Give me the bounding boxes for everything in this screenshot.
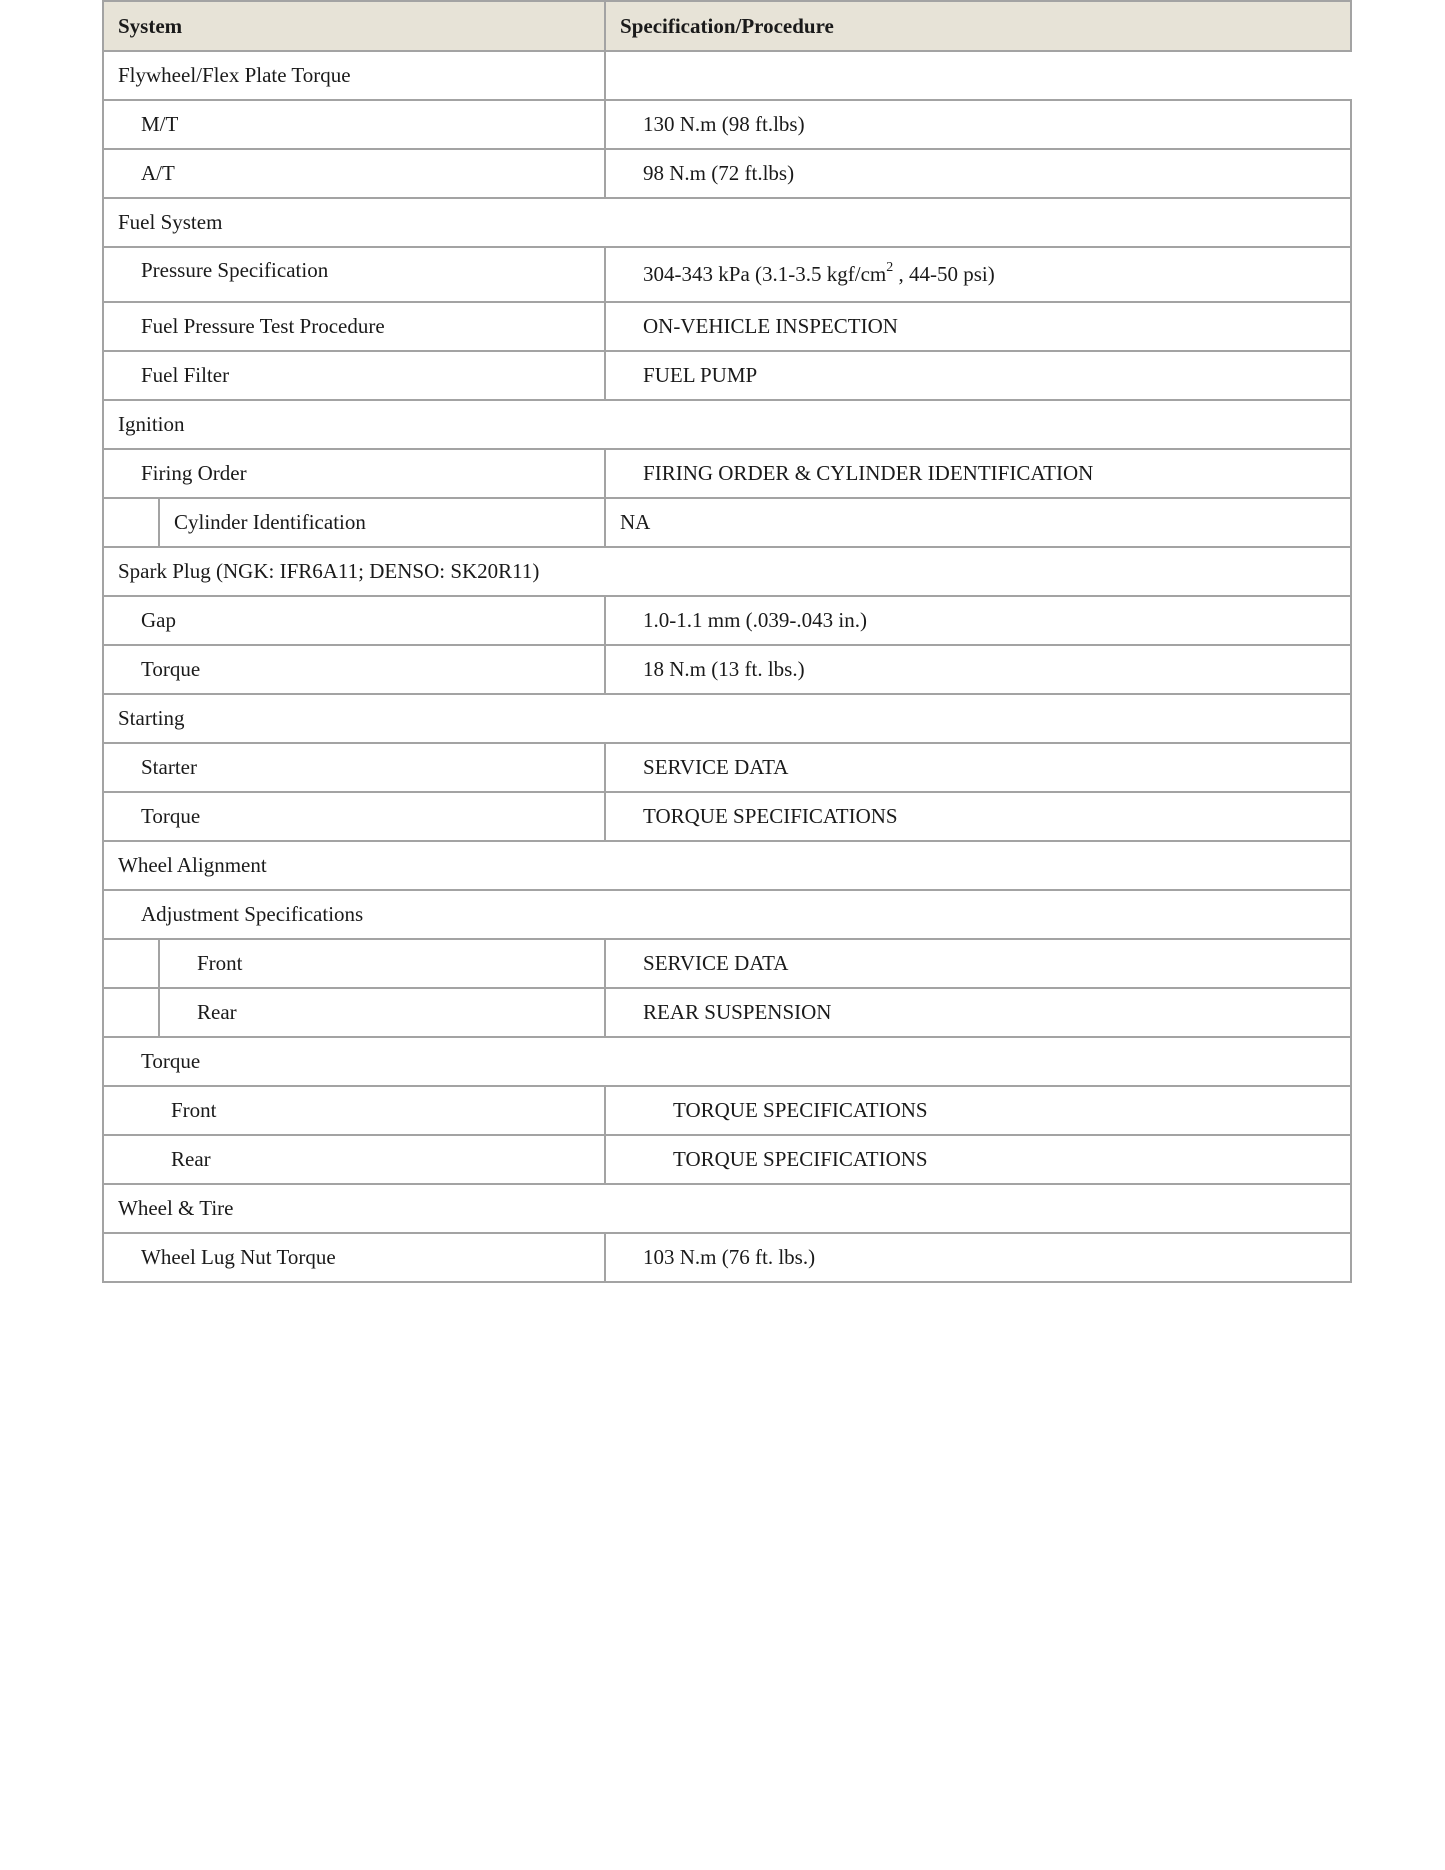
row-value: 103 N.m (76 ft. lbs.) <box>605 1233 1351 1282</box>
table-row <box>103 1233 1351 1282</box>
header-row <box>103 1 1351 51</box>
row-value: 98 N.m (72 ft.lbs) <box>605 149 1351 198</box>
table-row <box>103 792 1351 841</box>
row-label: Torque <box>103 645 605 694</box>
table-row <box>103 596 1351 645</box>
row-value: TORQUE SPECIFICATIONS <box>605 1086 1351 1135</box>
table-row <box>103 498 1351 547</box>
subsection-adjustment: Adjustment Specifications <box>103 890 1351 939</box>
spec-table <box>102 0 1352 1283</box>
indent-cell <box>103 988 159 1037</box>
empty-cell <box>605 51 1351 100</box>
row-value: SERVICE DATA <box>605 939 1351 988</box>
row-label: Front <box>159 939 605 988</box>
superscript: 2 <box>886 260 894 275</box>
row-value: TORQUE SPECIFICATIONS <box>605 1135 1351 1184</box>
table-row <box>103 645 1351 694</box>
row-label: M/T <box>103 100 605 149</box>
indent-cell <box>103 498 159 547</box>
row-value: SERVICE DATA <box>605 743 1351 792</box>
table-row <box>103 149 1351 198</box>
section-row <box>103 694 1351 743</box>
table-row <box>103 302 1351 351</box>
row-label: Fuel Pressure Test Procedure <box>103 302 605 351</box>
table-row <box>103 100 1351 149</box>
row-label: Rear <box>159 988 605 1037</box>
section-row <box>103 51 1351 100</box>
row-value: NA <box>605 498 1351 547</box>
section-spark-plug: Spark Plug (NGK: IFR6A11; DENSO: SK20R11) <box>103 547 1351 596</box>
row-label: Pressure Specification <box>103 247 605 302</box>
row-value: 18 N.m (13 ft. lbs.) <box>605 645 1351 694</box>
row-label: Fuel Filter <box>103 351 605 400</box>
row-label: Gap <box>103 596 605 645</box>
section-row <box>103 400 1351 449</box>
row-value: ON-VEHICLE INSPECTION <box>605 302 1351 351</box>
section-flywheel: Flywheel/Flex Plate Torque <box>103 51 605 100</box>
section-ignition: Ignition <box>103 400 1351 449</box>
row-label: Cylinder Identification <box>159 498 605 547</box>
section-fuel: Fuel System <box>103 198 1351 247</box>
pressure-value-text: 304-343 kPa (3.1-3.5 kgf/cm <box>643 262 887 286</box>
row-value: TORQUE SPECIFICATIONS <box>605 792 1351 841</box>
section-wheel-tire: Wheel & Tire <box>103 1184 1351 1233</box>
table-row <box>103 247 1351 302</box>
row-label: Front <box>103 1086 605 1135</box>
pressure-value-tail: , 44-50 psi) <box>893 262 995 286</box>
row-value: REAR SUSPENSION <box>605 988 1351 1037</box>
table-row <box>103 743 1351 792</box>
indent-cell <box>103 939 159 988</box>
section-row <box>103 198 1351 247</box>
section-row <box>103 841 1351 890</box>
row-value: 130 N.m (98 ft.lbs) <box>605 100 1351 149</box>
row-label: Wheel Lug Nut Torque <box>103 1233 605 1282</box>
section-starting: Starting <box>103 694 1351 743</box>
table-row <box>103 939 1351 988</box>
subsection-row <box>103 890 1351 939</box>
row-label: Torque <box>103 792 605 841</box>
row-value: FUEL PUMP <box>605 351 1351 400</box>
table-row <box>103 351 1351 400</box>
row-value <box>605 247 1351 302</box>
subsection-torque: Torque <box>103 1037 1351 1086</box>
row-value: FIRING ORDER & CYLINDER IDENTIFICATION <box>605 449 1351 498</box>
row-label: A/T <box>103 149 605 198</box>
table-row <box>103 449 1351 498</box>
row-label: Rear <box>103 1135 605 1184</box>
section-wheel-alignment: Wheel Alignment <box>103 841 1351 890</box>
row-label: Starter <box>103 743 605 792</box>
row-label: Firing Order <box>103 449 605 498</box>
table-row <box>103 1135 1351 1184</box>
header-system: System <box>103 1 605 51</box>
section-row <box>103 547 1351 596</box>
row-value: 1.0-1.1 mm (.039-.043 in.) <box>605 596 1351 645</box>
table-row <box>103 1086 1351 1135</box>
header-spec: Specification/Procedure <box>605 1 1351 51</box>
section-row <box>103 1184 1351 1233</box>
table-row <box>103 988 1351 1037</box>
subsection-row <box>103 1037 1351 1086</box>
